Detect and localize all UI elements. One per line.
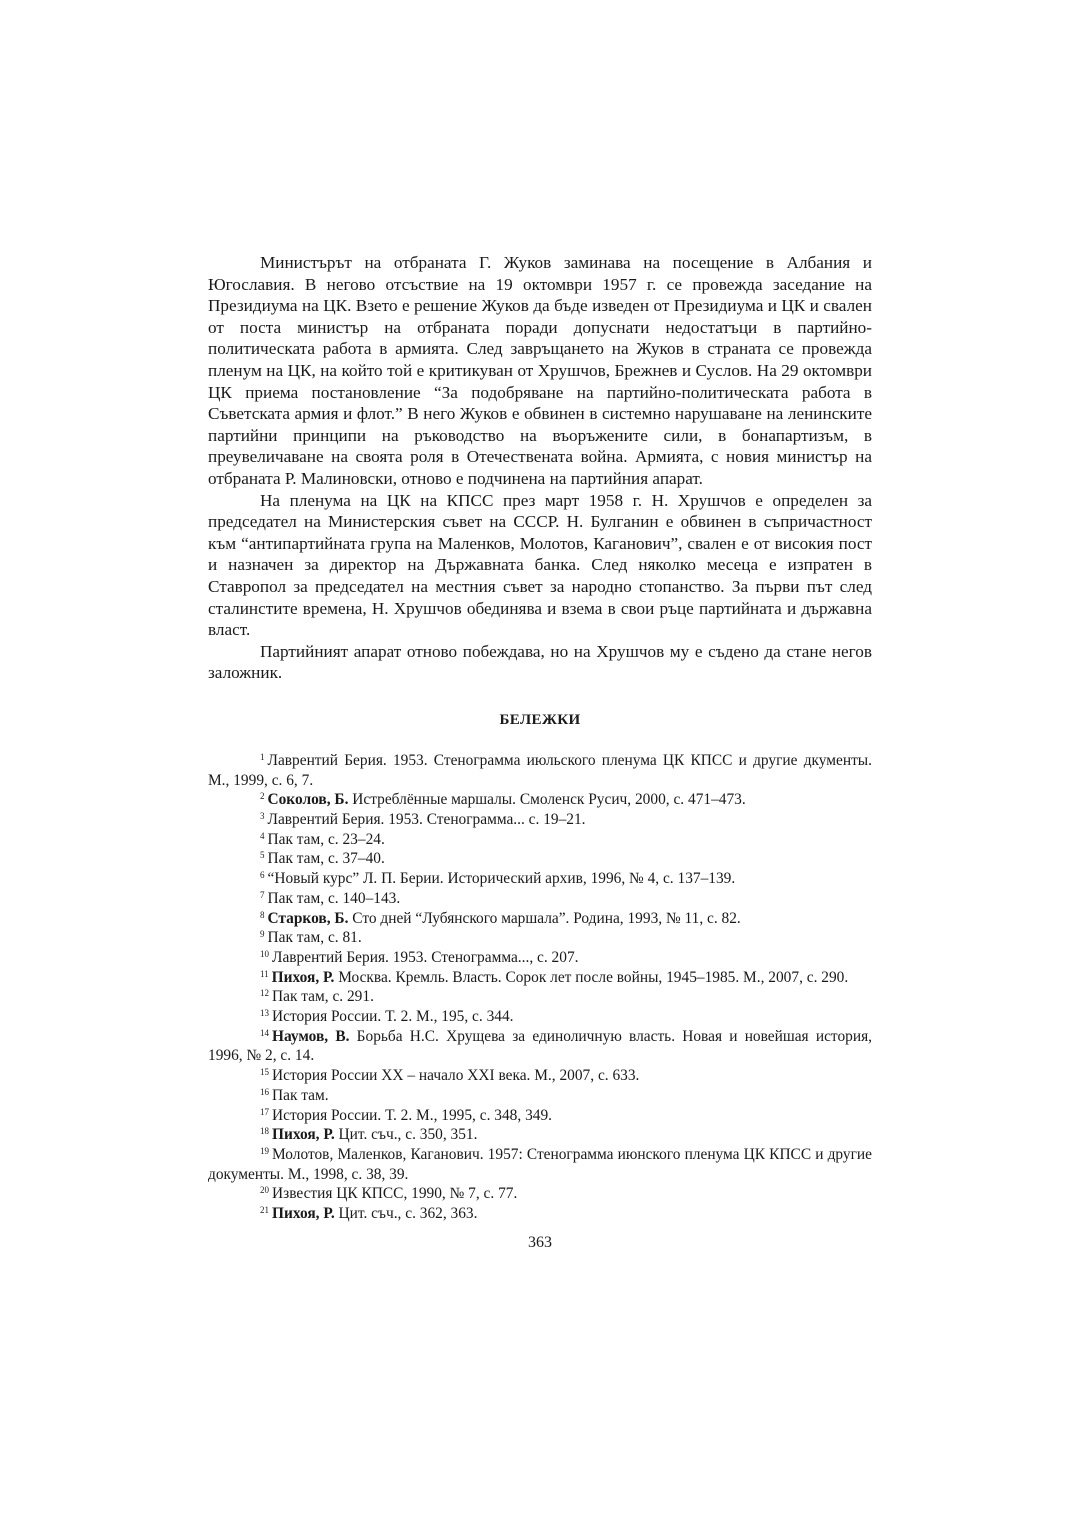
footnote-text: Пак там, с. 291.: [272, 988, 374, 1006]
footnote-text: Борьба Н.С. Хрущева за единоличную власть. Новая и новейшая история, 1996, № 2, с. 14.: [208, 1027, 872, 1065]
footnote-number: 13: [260, 1008, 269, 1019]
footnote: [208, 1066, 872, 1086]
footnote-author: Пихоя, Р.: [271, 968, 335, 986]
footnote: [208, 909, 872, 929]
footnote: [208, 948, 872, 968]
footnote-number: 6: [260, 870, 265, 881]
footnote: [208, 849, 872, 869]
footnote: [208, 1106, 872, 1126]
footnote-text: Пак там, с. 37–40.: [267, 850, 385, 868]
footnote-text: Лаврентий Берия. 1953. Стенограмма июльского пленума ЦК КПСС и другие дкументы. М., 1999, с. 6, 7.: [208, 751, 872, 789]
footnote-author: Пихоя, Р.: [272, 1205, 335, 1223]
paragraph: На пленума на ЦК на КПСС през март 1958 г. Н. Хрушчов е определен за председател на Министерския съвет на СССР. Н. Булганин е обвинен в съпричастност към “антипартийната група на Маленков, Молотов, Каганович”, свален е от високия пост и назначен за директор на Държавната банка. След няколко месеца е изпратен в Ставропол за председател на местния съвет за народно стопанство. За първи път след сталинстите времена, Н. Хрушчов обединява и взема в свои ръце партийната и държавна власт.: [208, 490, 872, 640]
paragraph: Министърът на отбраната Г. Жуков заминава на посещение в Албания и Югославия. В негово отсъствие на 19 октомври 1957 г. се провежда заседание на Президиума на ЦК. Взето е решение Жуков да бъде изведен от Президиума и ЦК и свален от поста министър на отбраната поради допуснати недостатъци в партийно-политическата работа в армията. След завръщането на Жуков в страната се провежда пленум на ЦК, на който той е критикуван от Хрушчов, Брежнев и Суслов. На 29 октомври ЦК приема постановление “За подобряване на партийно-политическата работа в Съветската армия и флот.” В него Жуков е обвинен в системно нарушаване на ленинските партийни принципи на ръководство на въоръжените сили, в бонапартизъм, в преувеличаване на своята роля в Отечествената война. Армията, с новия министър на отбраната Р. Малиновски, отново е подчинена на партийния апарат.: [208, 253, 872, 488]
footnote: [208, 928, 872, 948]
footnote-text: Пак там, с. 23–24.: [267, 830, 385, 848]
footnote: [208, 968, 872, 988]
footnote-author: Наумов, В.: [272, 1027, 350, 1045]
footnote-number: 7: [260, 889, 265, 900]
footnote-number: 8: [260, 909, 265, 920]
footnote-number: 11: [260, 968, 269, 979]
footnote-number: 20: [260, 1185, 269, 1196]
footnote: [208, 1027, 872, 1066]
footnote-number: 9: [260, 929, 265, 940]
footnote-text: Пак там.: [272, 1086, 329, 1104]
footnote: [208, 790, 872, 810]
footnote-text: “Новый курс” Л. П. Берии. Исторический архив, 1996, № 4, с. 137–139.: [267, 870, 736, 888]
footnote: [208, 1184, 872, 1204]
footnote-author: Старков, Б.: [267, 909, 349, 927]
footnote-text: Пак там, с. 140–143.: [267, 889, 401, 907]
footnote-number: 12: [260, 988, 269, 999]
footnote-number: 10: [260, 948, 269, 959]
footnote-number: 15: [260, 1067, 269, 1078]
footnote-number: 5: [260, 850, 265, 861]
notes-list: [208, 751, 872, 1224]
footnote: [208, 869, 872, 889]
footnote-text: Истреблённые маршалы. Смоленск Русич, 2000, с. 471–473.: [348, 791, 746, 809]
footnote-text: История России ХХ – начало ХХI века. М., 2007, с. 633.: [272, 1067, 640, 1085]
footnote-text: Лаврентий Берия. 1953. Стенограмма..., с. 207.: [272, 948, 579, 966]
footnote-number: 3: [260, 810, 265, 821]
page-number: 363: [528, 1233, 552, 1251]
footnote: [208, 1145, 872, 1184]
main-text: [208, 252, 872, 684]
footnote-text: Известия ЦК КПСС, 1990, № 7, с. 77.: [272, 1185, 518, 1203]
footnote-text: Сто дней “Лубянского маршала”. Родина, 1993, № 11, с. 82.: [348, 909, 741, 927]
footnote-text: Москва. Кремль. Власть. Сорок лет после войны, 1945–1985. М., 2007, с. 290.: [334, 968, 849, 986]
footnote: [208, 1125, 872, 1145]
footnote-number: 2: [260, 791, 265, 802]
footnote: [208, 987, 872, 1007]
footnote-text: Цит. съч., с. 362, 363.: [334, 1205, 478, 1223]
footnote-text: История России. Т. 2. М., 1995, с. 348, 349.: [272, 1106, 552, 1124]
footnote-number: 14: [260, 1027, 269, 1038]
footnote-number: 17: [260, 1106, 269, 1117]
paragraph: Партийният апарат отново побеждава, но на Хрушчов му е съдено да стане негов заложник.: [208, 641, 872, 683]
footnote: [208, 1204, 872, 1224]
footnote-text: Цит. съч., с. 350, 351.: [334, 1126, 478, 1144]
footnote: [208, 830, 872, 850]
footnote-text: Пак там, с. 81.: [267, 929, 362, 947]
footnote-number: 16: [260, 1086, 269, 1097]
footnote-number: 4: [260, 830, 265, 841]
footnote-text: Молотов, Маленков, Каганович. 1957: Стенограмма июнского пленума ЦК КПСС и другие документы. М., 1998, с. 38, 39.: [208, 1145, 872, 1183]
footnote-text: Лаврентий Берия. 1953. Стенограмма... с. 19–21.: [267, 810, 586, 828]
footnote: [208, 889, 872, 909]
footnote-text: История России. Т. 2. М., 195, с. 344.: [272, 1008, 514, 1026]
footnote-number: 19: [260, 1145, 269, 1156]
footnote: [208, 1007, 872, 1027]
footnote-author: Соколов, Б.: [267, 791, 349, 809]
footnote: [208, 751, 872, 790]
footnote-number: 1: [260, 751, 265, 762]
footnote-author: Пихоя, Р.: [272, 1126, 335, 1144]
footnote-number: 18: [260, 1126, 269, 1137]
page: [208, 252, 872, 1252]
footnote: [208, 810, 872, 830]
notes-title: БЕЛЕЖКИ: [499, 711, 581, 728]
footnote-number: 21: [260, 1205, 269, 1216]
footnote: [208, 1086, 872, 1106]
